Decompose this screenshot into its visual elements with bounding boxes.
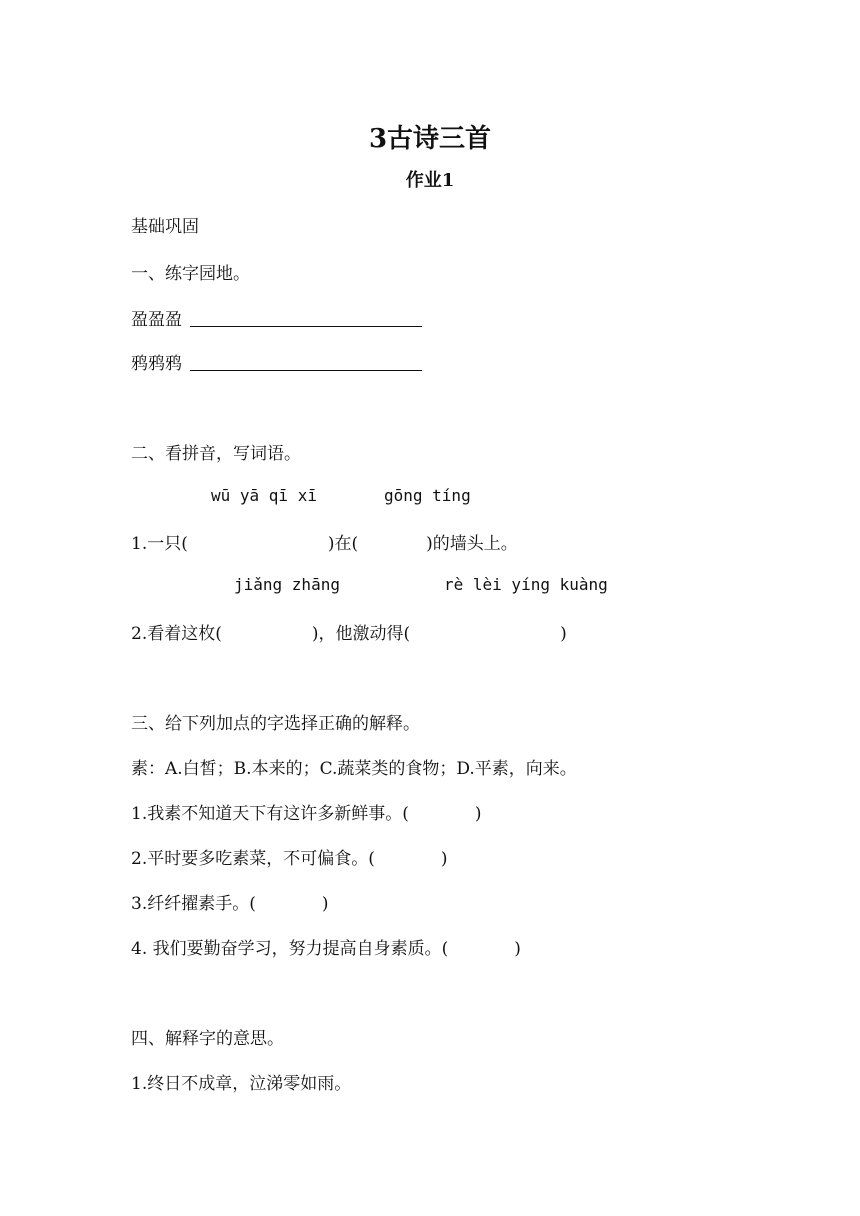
q3-item-4 <box>131 934 521 959</box>
q2-sentence-1 <box>131 529 518 554</box>
q3-item-4-text: 4. 我们要勤奋学习，努力提高自身素质。( <box>131 939 449 959</box>
q1-row-1 <box>131 305 422 330</box>
q3-item-3-text: 3.纤纤擢素手。( <box>131 894 256 914</box>
q1-row-2 <box>131 349 422 374</box>
q2-s1-part2: )在( <box>327 534 359 554</box>
q3-item-1 <box>131 799 482 824</box>
q3-item-3-close: ) <box>321 894 329 914</box>
q1-row-1-blank[interactable] <box>190 325 422 327</box>
q3-item-4-close: ) <box>514 939 521 959</box>
q3-heading: 三、给下列加点的字选择正确的解释。 <box>131 714 420 734</box>
q1-heading: 一、练字园地。 <box>131 264 250 284</box>
q1-row-1-chars: 盈盈盈 <box>131 310 182 330</box>
page-subtitle: 作业1 <box>405 170 455 191</box>
section-basic: 基础巩固 <box>131 217 199 237</box>
q4-item-1: 1.终日不成章，泣涕零如雨。 <box>131 1074 352 1094</box>
q3-item-2-close: ) <box>440 849 448 869</box>
q3-item-1-close: ) <box>474 804 482 824</box>
q2-pinyin-1b: gōng tíng <box>384 486 471 505</box>
q3-item-2-text: 2.平时要多吃素菜，不可偏食。( <box>131 849 375 869</box>
q1-row-2-chars: 鸦鸦鸦 <box>131 354 182 374</box>
q2-s1-part1: 1.一只( <box>131 534 188 554</box>
q2-s2-part1: 2.看着这枚( <box>131 624 222 644</box>
q2-s1-part3: )的墙头上。 <box>426 534 518 554</box>
q3-options: 素：A.白皙；B.本来的；C.蔬菜类的食物；D.平素，向来。 <box>131 759 577 779</box>
q3-item-3 <box>131 889 329 914</box>
q2-heading: 二、看拼音，写词语。 <box>131 444 301 464</box>
q2-pinyin-2a: jiǎng zhāng <box>234 575 340 594</box>
q2-sentence-2 <box>131 619 567 644</box>
q2-s2-part3: ) <box>560 624 567 644</box>
q3-item-2 <box>131 844 448 869</box>
q4-heading: 四、解释字的意思。 <box>131 1029 284 1049</box>
q2-pinyin-2b: rè lèi yíng kuàng <box>444 575 608 594</box>
q3-item-1-text: 1.我素不知道天下有这许多新鲜事。( <box>131 804 409 824</box>
page-title: 3古诗三首 <box>368 124 492 154</box>
q2-pinyin-1a: wū yā qī xī <box>211 486 317 505</box>
q1-row-2-blank[interactable] <box>190 369 422 371</box>
q2-s2-part2: )，他激动得( <box>311 624 411 644</box>
